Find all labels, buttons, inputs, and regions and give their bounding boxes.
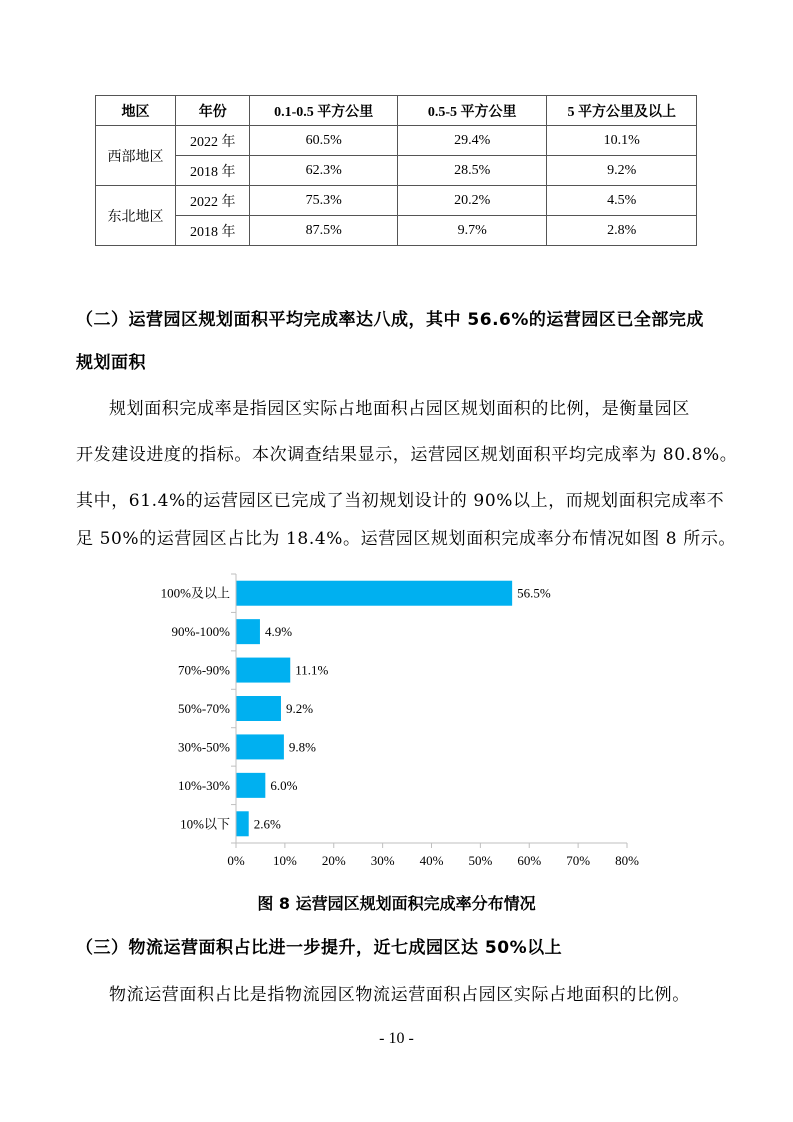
table-header-row [96,96,697,126]
year-cell: 2022 年 [176,126,250,156]
category-label: 10%以下 [180,816,230,832]
header-year: 年份 [176,96,250,126]
x-tick-label: 80% [615,853,639,868]
year-cell: 2018 年 [176,156,250,186]
value-cell: 4.5% [547,186,697,216]
table-row [96,156,697,186]
category-label: 90%-100% [171,624,230,640]
table-row [96,186,697,216]
table-row [96,216,697,246]
value-cell: 9.2% [547,156,697,186]
category-label: 30%-50% [178,739,230,755]
section3-paragraph: 物流运营面积占比是指物流园区物流运营面积占园区实际占地面积的比例。 [109,985,690,1005]
completion-rate-bar-chart [0,560,793,880]
paragraph-line: 规划面积完成率是指园区实际占地面积占园区规划面积的比例，是衡量园区 [109,399,690,419]
category-label: 70%-90% [178,662,230,678]
value-cell: 29.4% [397,126,546,156]
year-cell: 2018 年 [176,216,250,246]
paragraph-line: 足 50%的运营园区占比为 18.4%。运营园区规划面积完成率分布情况如图 8 所示。 [76,529,737,549]
x-tick-label: 40% [419,853,444,868]
x-tick-label: 0% [227,853,245,868]
value-cell: 28.5% [397,156,546,186]
x-tick-label: 70% [566,853,591,868]
page-number: - 10 - [379,1030,414,1047]
header-mid-area: 0.5-5 平方公里 [397,96,546,126]
value-cell: 87.5% [250,216,398,246]
table-row [96,126,697,156]
bar [236,581,512,606]
year-cell: 2022 年 [176,186,250,216]
value-label: 56.5% [517,585,551,601]
x-tick-label: 20% [321,853,346,868]
value-cell: 62.3% [250,156,398,186]
region-area-table [95,95,697,246]
paragraph-line: 其中，61.4%的运营园区已完成了当初规划设计的 90%以上，而规划面积完成率不 [76,491,725,511]
section3-heading: （三）物流运营面积占比进一步提升，近七成园区达 50%以上 [76,938,563,958]
section2-heading-line2: 规划面积 [76,353,146,373]
bar [236,619,260,644]
header-region: 地区 [96,96,176,126]
category-label: 50%-70% [178,701,230,716]
figure-caption: 图 8 运营园区规划面积完成率分布情况 [257,894,536,913]
value-cell: 75.3% [250,186,398,216]
value-label: 9.8% [288,739,316,755]
value-label: 6.0% [270,777,298,793]
x-tick-label: 10% [272,853,297,868]
region-cell: 西部地区 [96,126,176,186]
header-large-area: 5 平方公里及以上 [547,96,697,126]
category-label: 10%-30% [178,777,230,793]
value-cell: 2.8% [547,216,697,246]
section2-heading-line1: （二）运营园区规划面积平均完成率达八成，其中 56.6%的运营园区已全部完成 [76,310,704,330]
value-label: 2.6% [253,816,281,832]
category-label: 100%及以上 [160,585,230,601]
region-cell: 东北地区 [96,186,176,246]
bar [236,811,249,836]
value-label: 11.1% [295,662,329,678]
x-tick-label: 50% [468,853,493,868]
value-label: 9.2% [285,701,314,716]
bar [236,734,284,759]
x-tick-label: 60% [517,853,542,868]
value-cell: 10.1% [547,126,697,156]
bar [236,696,281,721]
value-cell: 60.5% [250,126,398,156]
bar [236,658,290,683]
paragraph-line: 开发建设进度的指标。本次调查结果显示，运营园区规划面积平均完成率为 80.8%。 [76,445,738,465]
value-cell: 20.2% [397,186,546,216]
value-label: 4.9% [264,624,293,640]
x-tick-label: 30% [370,853,395,868]
bar [236,773,265,798]
header-small-area: 0.1-0.5 平方公里 [250,96,398,126]
value-cell: 9.7% [397,216,546,246]
